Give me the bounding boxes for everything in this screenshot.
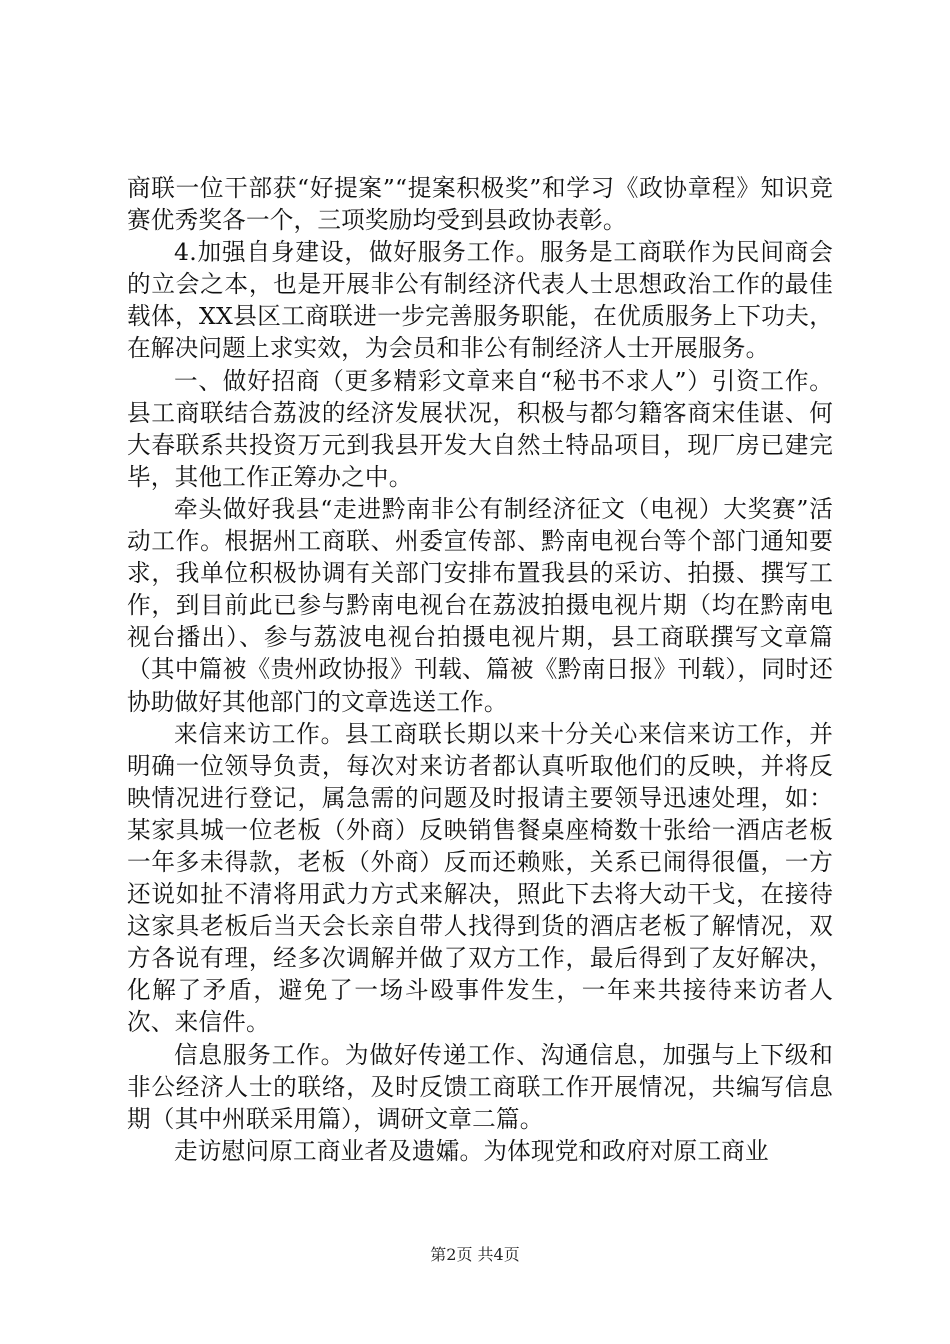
page-number-label: 第2页 共4页	[430, 1245, 520, 1264]
document-body	[127, 172, 833, 1167]
paragraph-information-service: 信息服务工作。为做好传递工作、沟通信息，加强与上下级和非公经济人士的联络，及时反馈工商联工作开展情况，共编写信息期（其中州联采用篇），调研文章二篇。	[127, 1040, 833, 1133]
paragraph-investment: 一、做好招商（更多精彩文章来自“秘书不求人”）引资工作。县工商联结合荔波的经济发展状况，积极与都匀籍客商宋佳谌、何大春联系共投资万元到我县开发大自然土特品项目，现厂房已建完毕，其他工作正筹办之中。	[127, 366, 833, 491]
paragraph-condolence-visits: 走访慰问原工商业者及遗孀。为体现党和政府对原工商业	[174, 1136, 769, 1165]
paragraph-self-building: 4.加强自身建设，做好服务工作。服务是工商联作为民间商会的立会之本，也是开展非公有制经济代表人士思想政治工作的最佳载体，XX县区工商联进一步完善服务职能，在优质服务上下功夫，在解决问题上求实效，为会员和非公有制经济人士开展服务。	[127, 238, 833, 363]
paragraph-award-continuation: 商联一位干部获“好提案”“提案积极奖”和学习《政协章程》知识竞赛优秀奖各一个，三项奖励均受到县政协表彰。	[127, 174, 833, 235]
paragraph-essay-contest: 牵头做好我县“走进黔南非公有制经济征文（电视）大奖赛”活动工作。根据州工商联、州委宣传部、黔南电视台等个部门通知要求，我单位积极协调有关部门安排布置我县的采访、拍摄、撰写工作，到目前此已参与黔南电视台在荔波拍摄电视片期（均在黔南电视台播出）、参与荔波电视台拍摄电视片期，县工商联撰写文章篇（其中篇被《贵州政协报》刊载、篇被《黔南日报》刊载），同时还协助做好其他部门的文章选送工作。	[127, 494, 833, 716]
page-footer	[0, 1245, 950, 1265]
paragraph-letters-visits: 来信来访工作。县工商联长期以来十分关心来信来访工作，并明确一位领导负责，每次对来访者都认真听取他们的反映，并将反映情况进行登记，属急需的问题及时报请主要领导迅速处理，如：某家具城一位老板（外商）反映销售餐桌座椅数十张给一酒店老板一年多未得款，老板（外商）反而还赖账，关系已闹得很僵，一方还说如扯不清将用武力方式来解决，照此下去将大动干戈，在接待这家具老板后当天会长亲自带人找得到货的酒店老板了解情况，双方各说有理，经多次调解并做了双方工作，最后得到了友好解决，化解了矛盾，避免了一场斗殴事件发生，一年来共接待来访者人次、来信件。	[127, 719, 833, 1037]
